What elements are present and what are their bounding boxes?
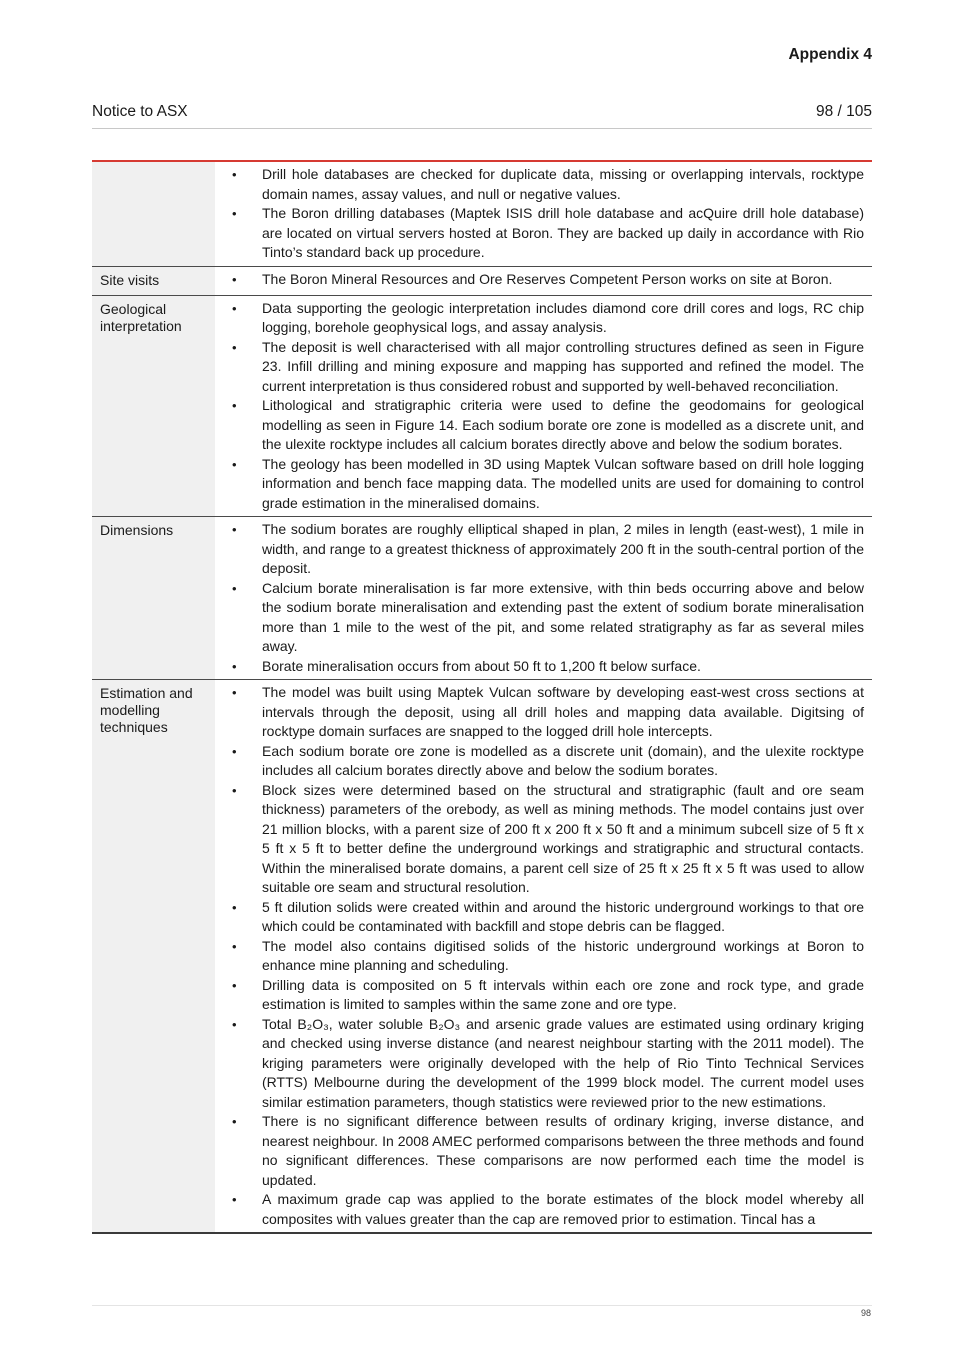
row-label: Dimensions <box>92 517 215 679</box>
footer-rule <box>92 1305 872 1306</box>
criteria-table <box>92 160 872 1234</box>
table-row <box>92 680 872 1234</box>
list-item: • Data supporting the geologic interpretation includes diamond core drill cores and logs, RC chip logging, borehole geophysical logs, and assay analysis. <box>215 299 864 338</box>
list-item: • Drill hole databases are checked for duplicate data, missing or overlapping intervals, rocktype domain names, assay values, and null or negative values. <box>215 165 864 204</box>
row-label <box>92 162 215 266</box>
table-row <box>92 162 872 267</box>
row-content <box>215 517 872 679</box>
list-item: • The sodium borates are roughly elliptical shaped in plan, 2 miles in length (east-west), 1 mile in width, and range to a greatest thickness of approximately 200 ft in the south-central portion of the deposit. <box>215 520 864 579</box>
page-indicator: 98 / 105 <box>815 103 872 120</box>
list-item: • There is no significant difference between results of ordinary kriging, inverse distance, and nearest neighbour. In 2008 AMEC performed comparisons between the three methods and found no significant differences. These comparisons are now performed each time the model is updated. <box>215 1112 864 1190</box>
list-item: • Borate mineralisation occurs from about 50 ft to 1,200 ft below surface. <box>215 657 864 677</box>
list-item: • 5 ft dilution solids were created within and around the historic underground workings to that ore which could be contaminated with backfill and stope debris can be flagged. <box>215 898 864 937</box>
appendix-title: Appendix 4 <box>788 46 872 63</box>
row-content <box>215 162 872 266</box>
page-number: 98 <box>860 1308 871 1318</box>
table-row <box>92 517 872 680</box>
list-item: • The Boron Mineral Resources and Ore Reserves Competent Person works on site at Boron. <box>215 270 864 290</box>
row-content <box>215 267 872 295</box>
row-label: Geological interpretation <box>92 296 215 517</box>
row-content <box>215 296 872 517</box>
list-item: • Lithological and stratigraphic criteria were used to define the geodomains for geological modelling as seen in Figure 14. Each sodium borate ore zone is modelled as a discrete unit, and the ulexite rocktype includes all calcium borates directly above and below the sodium borates. <box>215 396 864 455</box>
list-item: • The model was built using Maptek Vulcan software by developing east-west cross sections at intervals through the deposit, using all drill holes and mapping data available. Digitsing of rocktype domain surfaces are snapped to the logged drill hole intercepts. <box>215 683 864 742</box>
list-item: • Calcium borate mineralisation is far more extensive, with thin beds occurring above and below the sodium borate mineralisation and extending past the extent of sodium borate mineralisation more than 1 mile to the west of the pit, and some related stratigraphy as far as several miles away. <box>215 579 864 657</box>
list-item: • Total B₂O₃, water soluble B₂O₃ and arsenic grade values are estimated using ordinary kriging and checked using inverse distance (and nearest neighbour starting with the 2011 model). The kriging parameters were originally developed with the help of Rio Tinto Technical Services (RTTS) Melbourne during the development of the 1999 block model. The current model uses similar estimation parameters, though statistics were reviewed prior to the new estimations. <box>215 1015 864 1113</box>
list-item: • The deposit is well characterised with all major controlling structures defined as seen in Figure 23. Infill drilling and mining exposure and mapping has supported and refined the model. The current interpretation is thus considered robust and supported by well-behaved reconciliation. <box>215 338 864 397</box>
notice-title: Notice to ASX <box>92 103 188 120</box>
table-row <box>92 296 872 518</box>
list-item: • Each sodium borate ore zone is modelled as a discrete unit (domain), and the ulexite rocktype includes all calcium borates directly above and below the sodium borates. <box>215 742 864 781</box>
header-rule <box>92 128 872 129</box>
list-item: • Drilling data is composited on 5 ft intervals within each ore zone and rock type, and grade estimation is limited to samples within the same zone and ore type. <box>215 976 864 1015</box>
list-item: • The Boron drilling databases (Maptek ISIS drill hole database and acQuire drill hole database) are located on virtual servers hosted at Boron. They are backed up daily in accordance with Rio Tinto’s standard back up procedure. <box>215 204 864 263</box>
list-item: • The geology has been modelled in 3D using Maptek Vulcan software based on drill hole logging information and bench face mapping data. The modelled units are used for domaining to control grade estimation in the mineralised domains. <box>215 455 864 514</box>
row-content <box>215 680 872 1232</box>
row-label: Estimation and modelling techniques <box>92 680 215 1232</box>
list-item: • The model also contains digitised solids of the historic underground workings at Boron to enhance mine planning and scheduling. <box>215 937 864 976</box>
row-label: Site visits <box>92 267 215 295</box>
table-row <box>92 267 872 296</box>
list-item: • A maximum grade cap was applied to the borate estimates of the block model whereby all composites with values greater than the cap are removed prior to estimation. Tincal has a <box>215 1190 864 1229</box>
list-item: • Block sizes were determined based on the structural and stratigraphic (fault and ore seam thickness) parameters of the orebody, as well as mining methods. The model contains just over 21 million blocks, with a parent size of 200 ft x 200 ft x 50 ft and a minimum subcell size of 5 ft x 5 ft x 5 ft to better define the underground workings and stratigraphic and structural contacts. Within the mineralised borate domains, a parent cell size of 25 ft x 25 ft x 5 ft was used to allow suitable ore seam and structural resolution. <box>215 781 864 898</box>
